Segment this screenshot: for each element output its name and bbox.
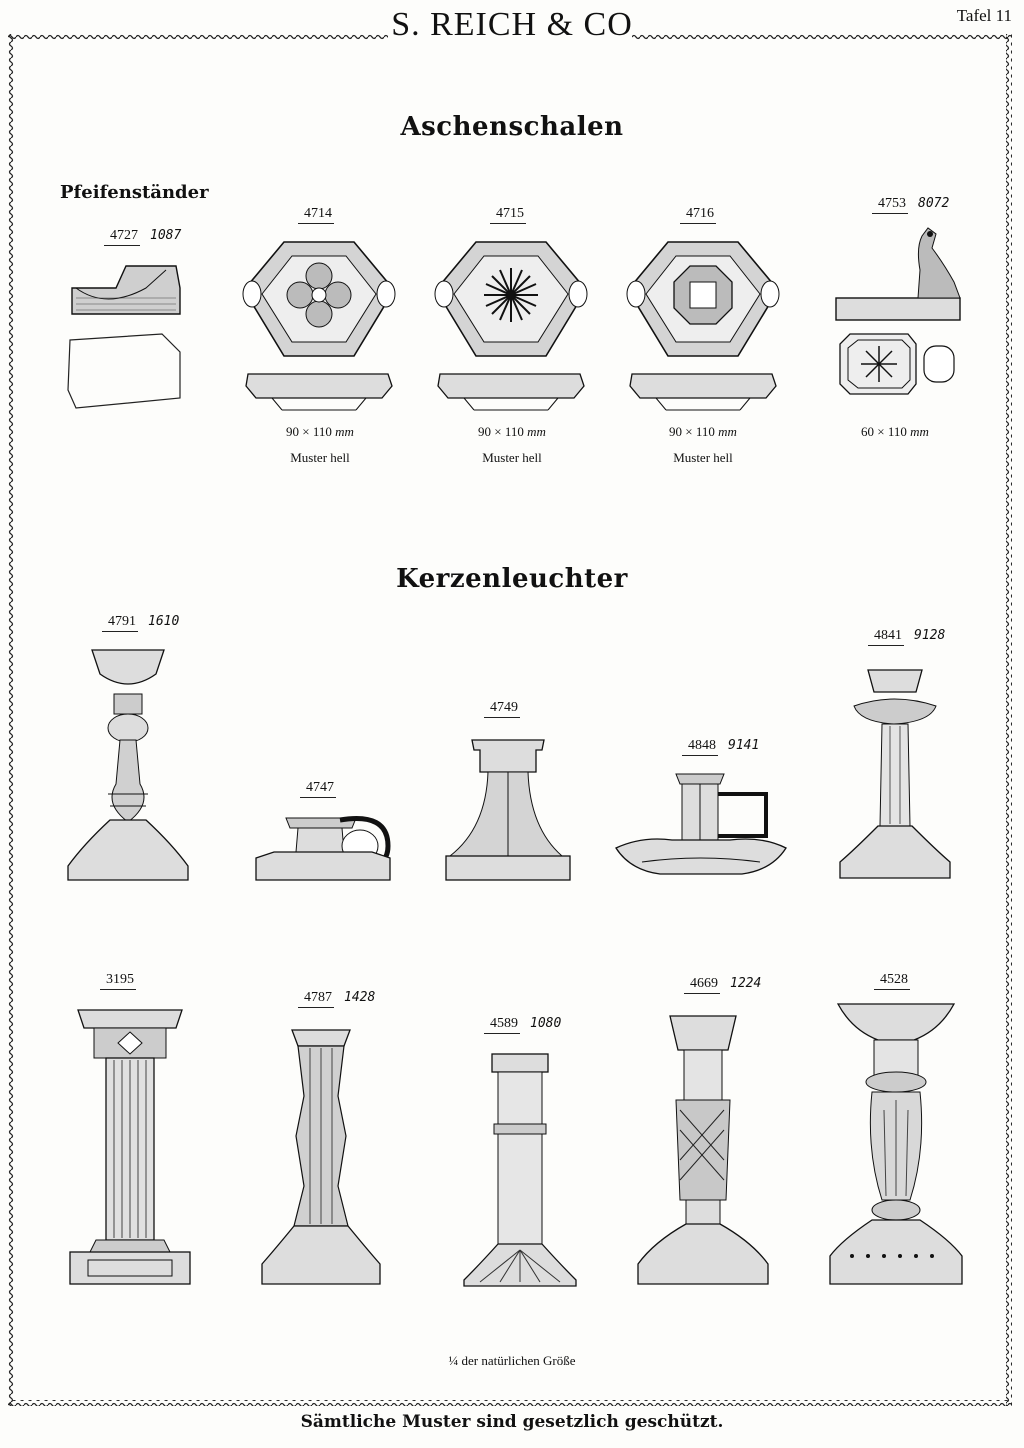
pattern-4715: Muster hell (482, 450, 542, 465)
size-4714: 90 × 110 mm (286, 424, 354, 439)
footer-copyright: Sämtliche Muster sind gesetzlich geschützt. (300, 1412, 724, 1432)
brand-title: S. REICH & CO (391, 6, 633, 43)
candlestick-3195-illustration (66, 1006, 194, 1288)
candlestick-4747-illustration (252, 812, 394, 884)
ashtray-4715-illustration (434, 238, 588, 414)
candlestick-4749-illustration (442, 738, 574, 884)
item-number-4848: 4848 9141 (682, 738, 759, 756)
item-number-4669: 4669 1224 (684, 976, 761, 994)
scale-note: ¼ der natürlichen Größe (448, 1353, 576, 1368)
candlestick-4589-illustration (460, 1050, 580, 1288)
size-4716: 90 × 110 mm (669, 424, 737, 439)
candlestick-4841-illustration (834, 666, 956, 884)
section-title-pipe-stand: Pfeifenständer (60, 182, 209, 203)
size-4753: 60 × 110 mm (861, 424, 929, 439)
candlestick-4528-illustration (822, 1000, 970, 1288)
pipe-stand-illustration (66, 258, 190, 414)
pattern-4716: Muster hell (673, 450, 733, 465)
item-number-4716: 4716 (680, 206, 716, 224)
section-title-ashtrays: Aschenschalen (400, 112, 624, 142)
item-number-3195: 3195 (100, 972, 136, 990)
ashtray-4716-illustration (626, 238, 780, 414)
item-number-4715: 4715 (490, 206, 526, 224)
item-number-4753: 4753 8072 (872, 196, 949, 214)
item-number-4747: 4747 (300, 780, 336, 798)
item-number-4589: 4589 1080 (484, 1016, 561, 1034)
candlestick-4791-illustration (64, 644, 192, 884)
candlestick-4669-illustration (632, 1010, 774, 1288)
pattern-4714: Muster hell (290, 450, 350, 465)
candlestick-4787-illustration (258, 1026, 384, 1288)
item-number-4791: 4791 1610 (102, 614, 179, 632)
section-title-candlesticks: Kerzenleuchter (396, 564, 628, 594)
candlestick-4848-illustration (612, 770, 790, 884)
plate-number: Tafel 11 (956, 6, 1012, 25)
item-number-4727: 4727 1087 (104, 228, 181, 246)
ashtray-4714-illustration (242, 238, 396, 414)
item-number-4841: 4841 9128 (868, 628, 945, 646)
item-number-4528: 4528 (874, 972, 910, 990)
item-number-4714: 4714 (298, 206, 334, 224)
item-number-4749: 4749 (484, 700, 520, 718)
ashtray-4753-illustration (832, 224, 962, 416)
size-4715: 90 × 110 mm (478, 424, 546, 439)
item-number-4787: 4787 1428 (298, 990, 375, 1008)
